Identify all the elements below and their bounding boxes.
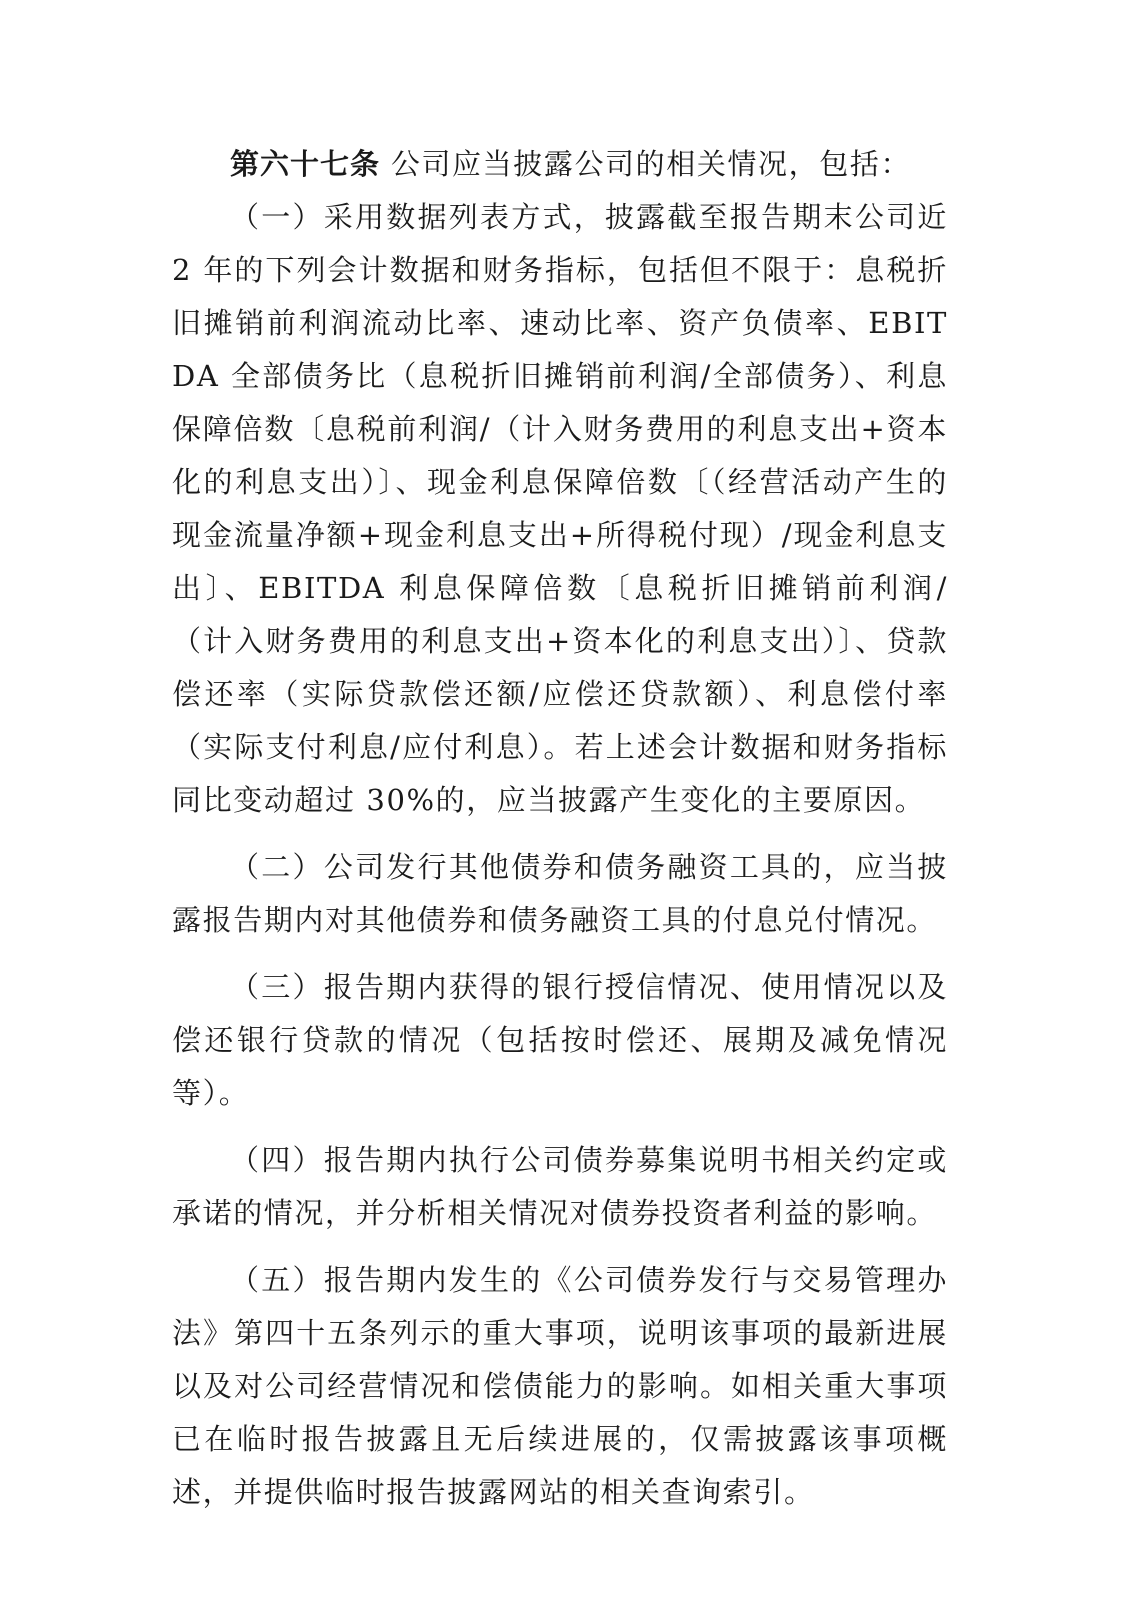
article-intro: 公司应当披露公司的相关情况，包括： bbox=[390, 147, 912, 181]
item-2: （二）公司发行其他债券和债务融资工具的，应当披露报告期内对其他债券和债务融资工具的付息兑付情况。 bbox=[172, 850, 948, 937]
item-3: （三）报告期内获得的银行授信情况、使用情况以及偿还银行贷款的情况（包括按时偿还、展期及减免情况等）。 bbox=[172, 970, 948, 1110]
item-1: （一）采用数据列表方式，披露截至报告期末公司近 2 年的下列会计数据和财务指标，包括但不限于：息税折旧摊销前利润流动比率、速动比率、资产负债率、EBITDA 全部债务比（息税折旧摊销前利润/全部债务）、利息保障倍数〔息税前利润/（计入财务费用的利息支出+资本化的利息支出）〕、现金利息保障倍数〔（经营活动产生的现金流量净额+现金利息支出+所得税付现）/现金利息支出〕、EBITDA 利息保障倍数〔息税折旧摊销前利润/（计入财务费用的利息支出+资本化的利息支出）〕、贷款偿还率（实际贷款偿还额/应偿还贷款额）、利息偿付率（实际支付利息/应付利息）。若上述会计数据和财务指标同比变动超过 30%的，应当披露产生变化的主要原因。 bbox=[172, 200, 948, 817]
article-heading bbox=[172, 138, 948, 191]
document-page bbox=[172, 138, 948, 1519]
item-5: （五）报告期内发生的《公司债券发行与交易管理办法》第四十五条列示的重大事项，说明该事项的最新进展以及对公司经营情况和偿债能力的影响。如相关重大事项已在临时报告披露且无后续进展的，仅需披露该事项概述，并提供临时报告披露网站的相关查询索引。 bbox=[172, 1263, 948, 1509]
article-number: 第六十七条 bbox=[230, 147, 381, 181]
item-4: （四）报告期内执行公司债券募集说明书相关约定或承诺的情况，并分析相关情况对债券投资者利益的影响。 bbox=[172, 1143, 948, 1230]
